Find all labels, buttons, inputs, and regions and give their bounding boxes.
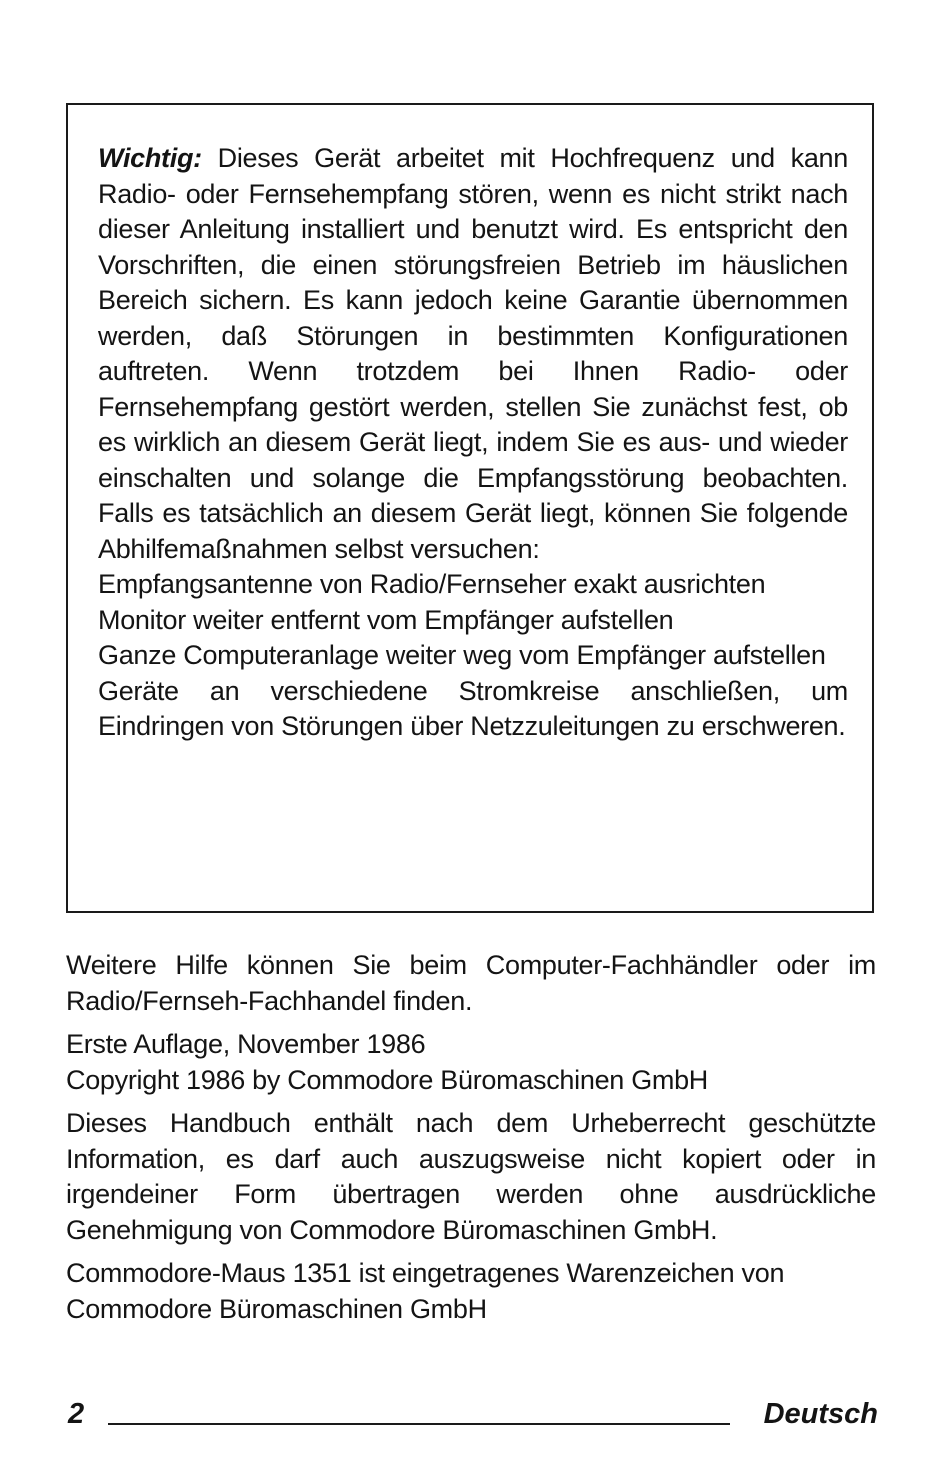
help-paragraph: Weitere Hilfe können Sie beim Computer-Fachhändler oder im Radio/Fernseh-Fachhandel finden. [66,950,876,1016]
notice-body [98,141,848,745]
footer-rule [108,1423,730,1425]
footer-language: Deutsch [763,1398,878,1430]
edition-line: Erste Auflage, November 1986 [66,1029,426,1059]
notice-intro-text: Dieses Gerät arbeitet mit Hochfrequenz und kann Radio- oder Fernsehempfang stören, wenn es nicht strikt nach dieser Anleitung installiert und benutzt wird. Es entspricht den Vorschriften, die einen störungsfreien Betrieb im häuslichen Bereich sichern. Es kann jedoch keine Garantie übernommen werden, daß Störungen in bestimmten Konfigurationen auftreten. Wenn trotzdem bei Ihnen Radio- oder Fernsehempfang gestört werden, stellen Sie zunächst fest, ob es wirklich an diesem Gerät liegt, indem Sie es aus- und wieder einschalten und solange die Empfangsstörung beobachten. Falls es tatsächlich an diesem Gerät liegt, können Sie folgende Abhilfemaßnahmen selbst versuchen: [98,143,848,564]
copyright-line: Copyright 1986 by Commodore Büromaschinen GmbH [66,1064,709,1095]
rights-paragraph: Dieses Handbuch enthält nach dem Urheberrecht geschützte Information, es darf auch auszugsweise nicht kopiert oder in irgendeiner Form übertragen werden ohne ausdrückliche Genehmigung von Commodore Büromaschinen GmbH. [66,1108,876,1245]
measure-item: Empfangsantenne von Radio/Fernseher exakt ausrichten [98,569,766,599]
measure-item: Ganze Computeranlage weiter weg vom Empfänger aufstellen [98,640,826,670]
important-notice-box [66,103,874,913]
notice-intro [98,141,848,567]
notice-label: Wichtig: [98,143,202,173]
body-text [66,948,876,1335]
measure-item: Geräte an verschiedene Stromkreise anschließen, um Eindringen von Störungen über Netzzuleitungen zu erschweren. [98,675,848,741]
measure-item: Monitor weiter entfernt vom Empfänger aufstellen [98,604,674,635]
trademark-line: Commodore Büromaschinen GmbH [66,1293,487,1324]
page-footer [68,1398,878,1434]
trademark-line: Commodore-Maus 1351 ist eingetragenes Warenzeichen von [66,1258,785,1288]
edition-paragraph [66,1027,876,1098]
page-number: 2 [68,1398,85,1430]
trademark-paragraph [66,1256,876,1327]
